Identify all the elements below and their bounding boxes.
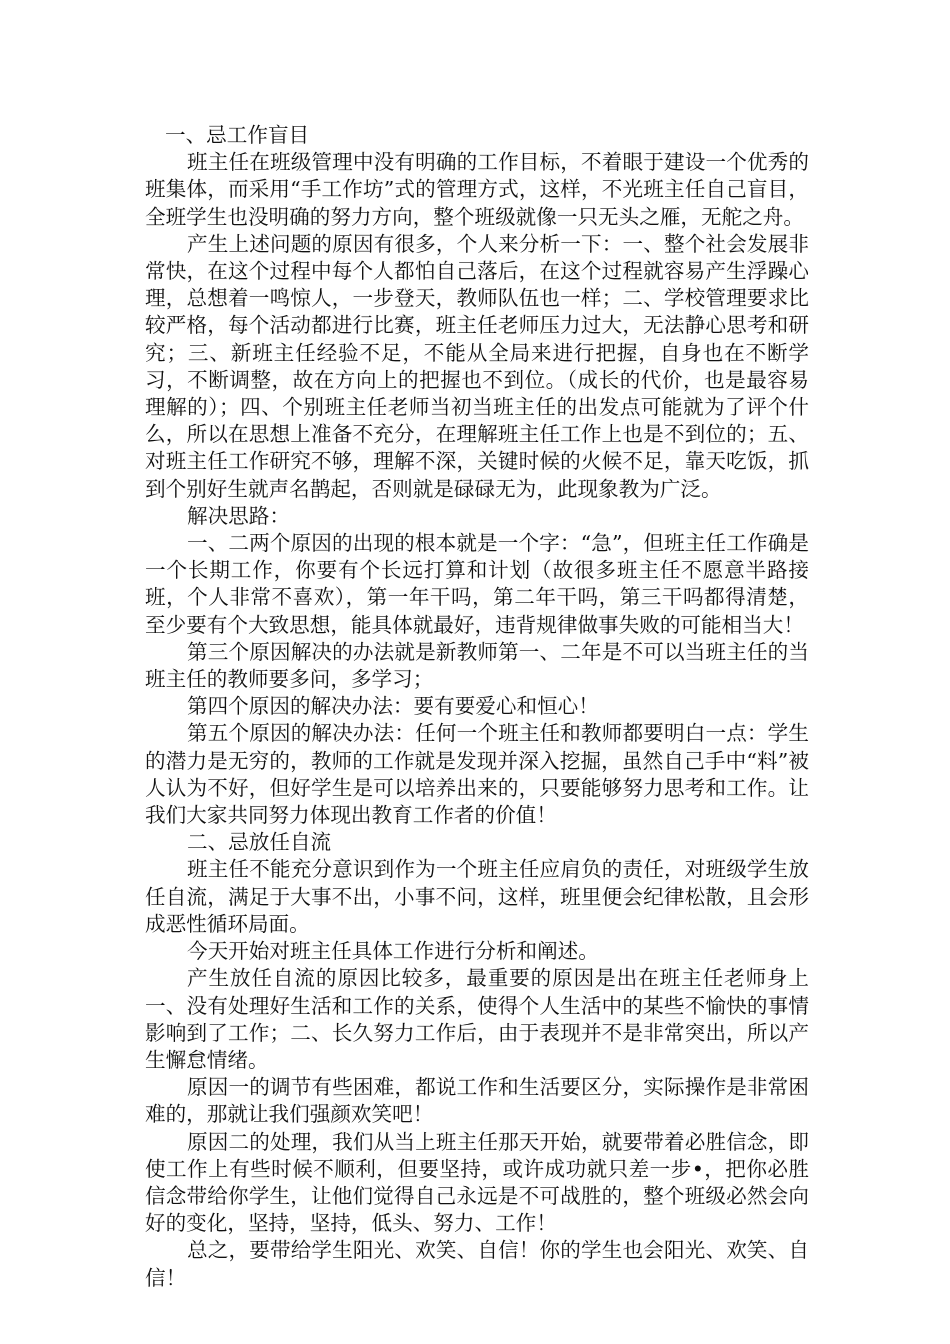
paragraph: 一、二两个原因的出现的根本就是一个字：“急”，但班主任工作确是一个长期工作，你要有个长远打算和计划（故很多班主任不愿意半路接班，个人非常不喜欢），第一年干吗，第二年干吗，第三干吗都得清楚，至少要有个大致思想，能具体就最好，违背规律做事失败的可能相当大！	[145, 531, 809, 637]
paragraph: 原因一的调节有些困难，都说工作和生活要区分，实际操作是非常困难的，那就让我们强颜欢笑吧！	[145, 1075, 809, 1127]
section-heading-1: 一、忌工作盲目	[165, 123, 310, 147]
paragraph: 第四个原因的解决办法：要有要爱心和恒心！	[187, 694, 599, 719]
paragraph: 班主任不能充分意识到作为一个班主任应肩负的责任，对班级学生放任自流，满足于大事不出，小事不问，这样，班里便会纪律松散，且会形成恶性循环局面。	[145, 857, 809, 936]
paragraph: 解决思路：	[187, 503, 290, 528]
paragraph: 第五个原因的解决办法：任何一个班主任和教师都要明白一点：学生的潜力是无穷的，教师的工作就是发现并深入挖掘，虽然自己手中“料”被人认为不好，但好学生是可以培养出来的，只要能够努力思考和工作。让我们大家共同努力体现出教育工作者的价值！	[145, 721, 809, 828]
paragraph: 第三个原因解决的办法就是新教师第一、二年是不可以当班主任的当班主任的教师要多问，多学习；	[145, 639, 809, 692]
paragraph: 产生放任自流的原因比较多，最重要的原因是出在班主任老师身上一、没有处理好生活和工作的关系，使得个人生活中的某些不愉快的事情影响到了工作；二、长久努力工作后，由于表现并不是非常突出，所以产生懈怠情绪。	[145, 966, 809, 1072]
paragraph: 总之，要带给学生阳光、欢笑、自信！你的学生也会阳光、欢笑、自信！	[145, 1238, 809, 1290]
paragraph: 产生上述问题的原因有很多，个人来分析一下：一、整个社会发展非常快，在这个过程中每个人都怕自己落后，在这个过程就容易产生浮躁心理，总想着一鸣惊人，一步登天，教师队伍也一样；二、学校管理要求比较严格，每个活动都进行比赛，班主任老师压力过大，无法静心思考和研究；三、新班主任经验不足，不能从全局来进行把握，自身也在不断学习，不断调整，故在方向上的把握也不到位。（成长的代价，也是最容易理解的）；四、个别班主任老师当初当班主任的出发点可能就为了评个什么，所以在思想上准备不充分，在理解班主任工作上也是不到位的；五、对班主任工作研究不够，理解不深，关键时候的火候不足，靠天吃饭，抓到个别好生就声名鹊起，否则就是碌碌无为，此现象教为广泛。	[145, 231, 809, 501]
paragraph: 今天开始对班主任具体工作进行分析和阐述。	[187, 939, 599, 964]
section-heading-2: 二、忌放任自流	[187, 830, 332, 855]
document-body	[145, 122, 809, 1292]
paragraph: 班主任在班级管理中没有明确的工作目标，不着眼于建设一个优秀的班集体，而采用“手工作坊”式的管理方式，这样，不光班主任自己盲目，全班学生也没明确的努力方向，整个班级就像一只无头之雁，无舵之舟。	[145, 150, 809, 229]
paragraph: 原因二的处理，我们从当上班主任那天开始，就要带着必胜信念，即使工作上有些时候不顺利，但要坚持，或许成功就只差一步•，把你必胜信念带给你学生，让他们觉得自己永远是不可战胜的，整个班级必然会向好的变化，坚持，坚持，低头、努力、工作！	[145, 1129, 809, 1236]
